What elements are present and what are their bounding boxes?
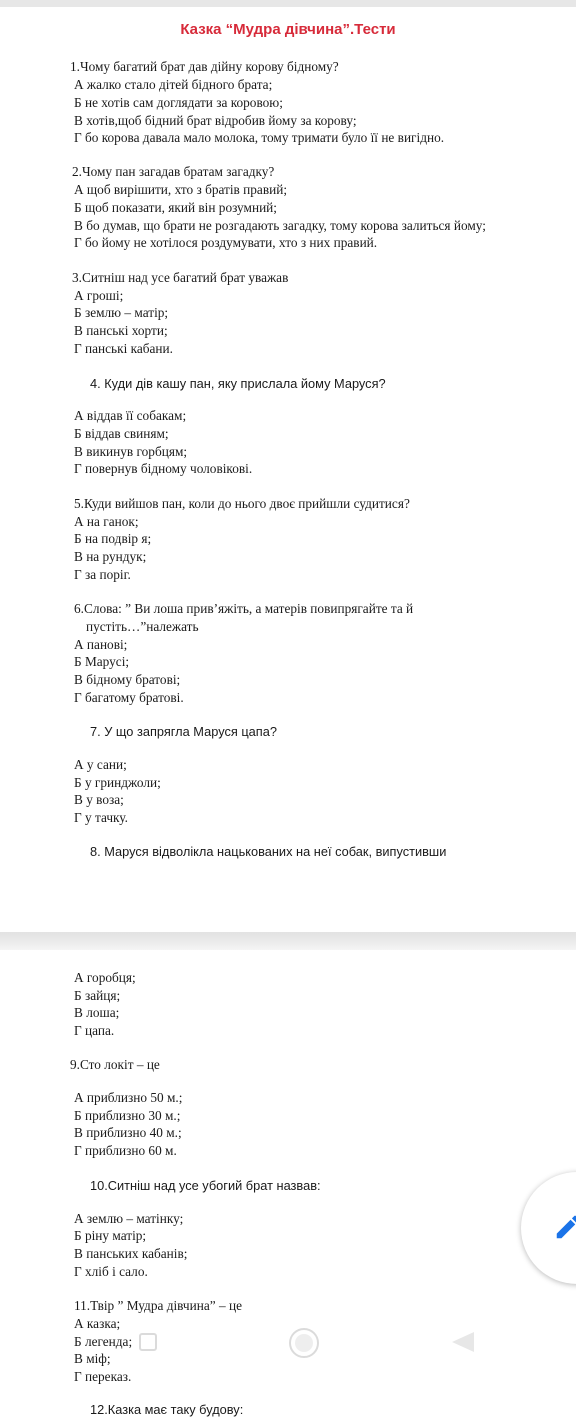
option-4c: В викинув горбцям;: [74, 444, 188, 459]
option-1b: Б не хотів сам доглядати за коровою;: [74, 95, 283, 110]
option-7b: Б у гринджоли;: [74, 775, 161, 790]
option-7d: Г у тачку.: [74, 810, 128, 825]
question-5: 5.Куди вийшов пан, коли до нього двоє прийшли судитися?: [74, 496, 410, 511]
option-1a: А жалко стало дітей бідного брата;: [74, 77, 273, 92]
option-9b: Б приблизно 30 м.;: [74, 1108, 181, 1123]
option-5b: Б на подвір я;: [74, 531, 152, 546]
question-6: 6.Слова: ” Ви лоша прив’яжіть, а матерів повипрягайте та й: [74, 601, 414, 616]
option-9d: Г приблизно 60 м.: [74, 1143, 177, 1158]
question-9: 9.Сто локіт – це: [70, 1057, 160, 1072]
option-2d: Г бо йому не хотілося роздумувати, хто з них правий.: [74, 235, 378, 250]
question-2: 2.Чому пан загадав братам загадку?: [72, 164, 275, 179]
option-6a: А панові;: [74, 637, 128, 652]
option-11d: Г переказ.: [74, 1369, 132, 1384]
option-5a: А на ганок;: [74, 514, 139, 529]
option-10b: Б ріну матір;: [74, 1228, 147, 1243]
square-icon[interactable]: [138, 1332, 158, 1352]
page-title: Казка “Мудра дівчина”.Тести: [180, 21, 396, 38]
option-1c: В хотів,щоб бідний брат відробив йому за корову;: [74, 113, 357, 128]
question-12: 12.Казка має таку будову:: [90, 1402, 244, 1417]
option-5d: Г за поріг.: [74, 567, 131, 582]
option-3d: Г панські кабани.: [74, 341, 173, 356]
option-3a: А гроші;: [74, 288, 124, 303]
question-8: 8. Маруся відволікла нацькованих на неї собак, випустивши: [90, 844, 447, 859]
option-7a: А у сани;: [74, 757, 127, 772]
option-2c: В бо думав, що брати не розгадають загадку, тому корова залиться йому;: [74, 218, 486, 233]
option-4b: Б віддав свиням;: [74, 426, 169, 441]
option-9c: В приблизно 40 м.;: [74, 1125, 182, 1140]
option-1d: Г бо корова давала мало молока, тому тримати було її не вигідно.: [74, 130, 445, 145]
option-2a: А щоб вирішити, хто з братів правий;: [74, 182, 288, 197]
page-break: [0, 932, 576, 950]
back-triangle-icon[interactable]: [450, 1330, 476, 1354]
circle-icon[interactable]: [287, 1326, 321, 1360]
option-6c: В бідному братові;: [74, 672, 181, 687]
edit-fab-button[interactable]: [521, 1172, 576, 1284]
question-10: 10.Ситніш над усе убогий брат назвав:: [90, 1178, 321, 1193]
option-11b: Б легенда;: [74, 1334, 133, 1349]
option-4a: А віддав її собакам;: [74, 408, 187, 423]
option-6d: Г багатому братові.: [74, 690, 184, 705]
top-bar: [0, 0, 576, 7]
option-7c: В у воза;: [74, 792, 124, 807]
question-3: 3.Ситніш над усе багатий брат уважав: [72, 270, 289, 285]
option-8c: В лоша;: [74, 1005, 120, 1020]
option-5c: В на рундук;: [74, 549, 147, 564]
option-4d: Г повернув бідному чоловікові.: [74, 461, 253, 476]
system-nav-bar: [0, 1320, 576, 1370]
question-4: 4. Куди дів кашу пан, яку прислала йому Маруся?: [90, 376, 386, 391]
option-8d: Г цапа.: [74, 1023, 115, 1038]
question-6-continued: пустіть…”належать: [86, 619, 199, 634]
question-1: 1.Чому багатий брат дав дійну корову бідному?: [70, 59, 339, 74]
option-2b: Б щоб показати, який він розумний;: [74, 200, 277, 215]
option-10d: Г хліб і сало.: [74, 1264, 148, 1279]
question-7: 7. У що запрягла Маруся цапа?: [90, 724, 277, 739]
option-3c: В панські хорти;: [74, 323, 168, 338]
option-9a: А приблизно 50 м.;: [74, 1090, 183, 1105]
option-10c: В панських кабанів;: [74, 1246, 188, 1261]
option-8b: Б зайця;: [74, 988, 121, 1003]
pencil-icon: [553, 1212, 576, 1242]
option-8a: А горобця;: [74, 970, 136, 985]
option-11c: В міф;: [74, 1351, 111, 1366]
option-3b: Б землю – матір;: [74, 305, 169, 320]
option-6b: Б Марусі;: [74, 654, 130, 669]
option-10a: А землю – матінку;: [74, 1211, 184, 1226]
option-11a: А казка;: [74, 1316, 121, 1331]
question-11: 11.Твір ” Мудра дівчина” – це: [74, 1298, 242, 1313]
